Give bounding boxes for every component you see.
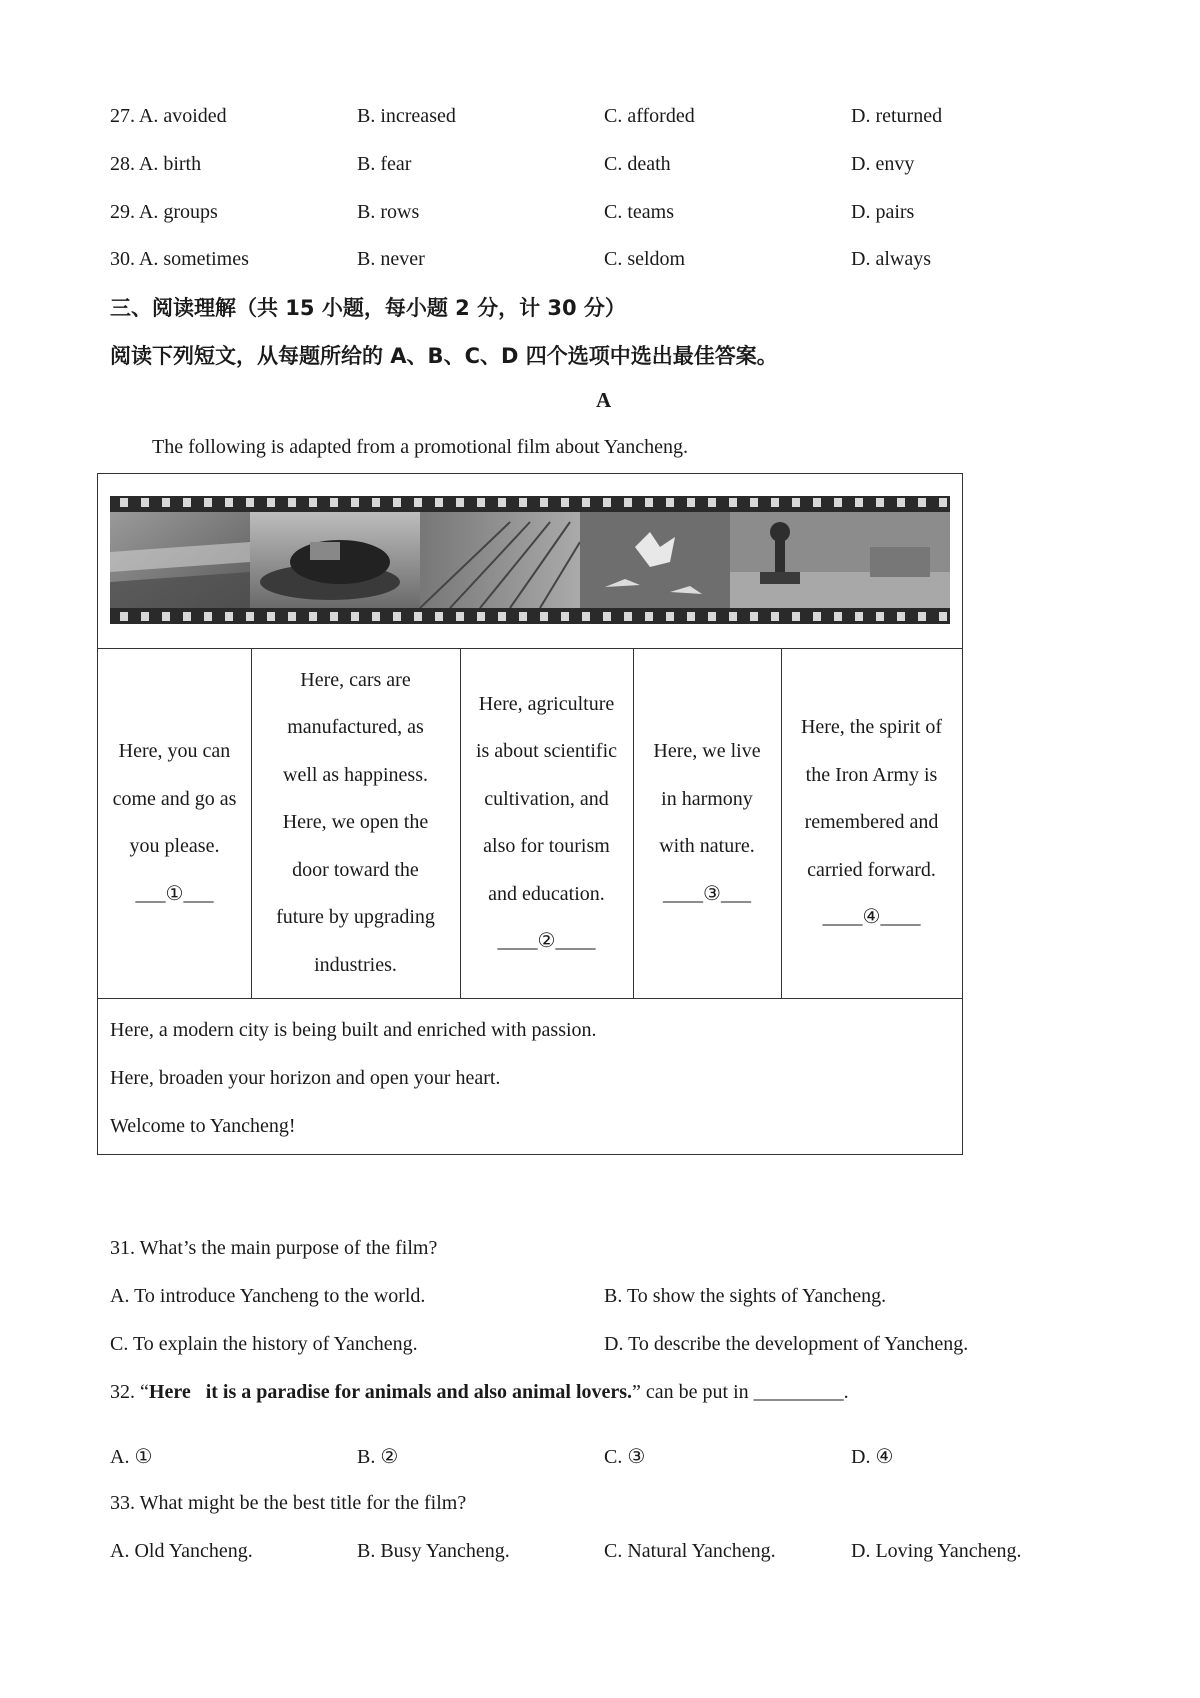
- option-d: D. pairs: [851, 201, 915, 223]
- sprocket-hole: [750, 498, 758, 507]
- blank-1: ___①___: [135, 882, 214, 905]
- sprocket-hole: [519, 612, 527, 621]
- sprocket-hole: [162, 612, 170, 621]
- cell-line: in harmony: [661, 787, 753, 810]
- sprocket-hole: [120, 498, 128, 507]
- sprocket-hole: [582, 612, 590, 621]
- sprocket-hole: [624, 498, 632, 507]
- cell-line: you please.: [129, 835, 220, 857]
- sprocket-hole: [561, 498, 569, 507]
- sprocket-hole: [666, 498, 674, 507]
- q33-option-c: C. Natural Yancheng.: [604, 1540, 776, 1562]
- sprocket-hole: [540, 612, 548, 621]
- q33-option-d: D. Loving Yancheng.: [851, 1540, 1022, 1562]
- option-c: C. afforded: [604, 105, 695, 127]
- sprocket-hole: [330, 498, 338, 507]
- sprocket-hole: [414, 498, 422, 507]
- sprocket-hole: [708, 498, 716, 507]
- sprocket-hole: [120, 612, 128, 621]
- sprocket-hole: [267, 612, 275, 621]
- sprocket-hole: [792, 612, 800, 621]
- sprocket-hole: [456, 498, 464, 507]
- option-b: B. increased: [357, 105, 456, 127]
- blank-2: ____②____: [497, 930, 596, 952]
- q32-option-d: D. ④: [851, 1446, 894, 1468]
- cell-line: Here, cars are: [300, 668, 411, 691]
- sprocket-hole: [246, 612, 254, 621]
- sprocket-hole: [687, 498, 695, 507]
- sprocket-hole: [372, 612, 380, 621]
- sprocket-hole: [204, 612, 212, 621]
- sprocket-hole: [855, 498, 863, 507]
- sprocket-hole: [435, 498, 443, 507]
- sprocket-hole: [183, 612, 191, 621]
- promo-cell-2: [251, 648, 460, 998]
- cell-line: Here, we live: [653, 740, 761, 762]
- sprocket-hole: [498, 498, 506, 507]
- option-b: B. never: [357, 248, 425, 270]
- sprocket-hole: [918, 612, 926, 621]
- q33-option-a: A. Old Yancheng.: [110, 1540, 253, 1562]
- cell-line: is about scientific: [475, 740, 618, 762]
- sprocket-hole: [918, 498, 926, 507]
- sprocket-hole: [876, 498, 884, 507]
- option-a: 29. A. groups: [110, 201, 218, 223]
- sprocket-hole: [645, 498, 653, 507]
- sprocket-hole: [225, 498, 233, 507]
- sprocket-hole: [708, 612, 716, 621]
- cell-line: manufactured, as: [287, 716, 424, 739]
- section-title: 三、阅读理解（共 15 小题，每小题 2 分，计 30 分）: [110, 296, 626, 320]
- sprocket-hole: [414, 612, 422, 621]
- option-b: B. rows: [357, 201, 420, 223]
- sprocket-hole: [246, 498, 254, 507]
- option-a: 27. A. avoided: [110, 105, 227, 127]
- promo-cell-1: [98, 648, 251, 998]
- sprocket-hole: [519, 498, 527, 507]
- option-c: C. seldom: [604, 248, 686, 270]
- cell-line: Here, you can: [118, 740, 231, 762]
- option-d: D. always: [851, 248, 931, 270]
- sprocket-hole: [939, 612, 947, 621]
- cell-line: industries.: [314, 953, 397, 976]
- film-strip-image: [110, 496, 950, 624]
- sprocket-hole: [267, 498, 275, 507]
- sprocket-hole: [939, 498, 947, 507]
- sprocket-hole: [729, 612, 737, 621]
- sprocket-hole: [876, 612, 884, 621]
- sprocket-hole: [141, 612, 149, 621]
- sprocket-hole: [582, 498, 590, 507]
- promo-footer-line-2: Here, broaden your horizon and open your heart.: [110, 1067, 501, 1089]
- sprocket-hole: [771, 612, 779, 621]
- cell-line: carried forward.: [807, 858, 936, 881]
- cell-line: the Iron Army is: [805, 763, 938, 786]
- sprocket-hole: [855, 612, 863, 621]
- sprocket-hole: [645, 612, 653, 621]
- sprocket-hole: [393, 498, 401, 507]
- sprocket-hole: [540, 498, 548, 507]
- option-d: D. envy: [851, 153, 915, 175]
- sprocket-hole: [204, 498, 212, 507]
- question-32-stem: [110, 1381, 849, 1404]
- sprocket-hole: [624, 612, 632, 621]
- q32-option-a: A. ①: [110, 1446, 153, 1468]
- sprocket-hole: [603, 498, 611, 507]
- cell-line: cultivation, and: [484, 787, 609, 810]
- sprocket-hole: [897, 612, 905, 621]
- q32-quote: Here it is a paradise for animals and also animal lovers.: [148, 1381, 633, 1403]
- promo-footer-line-3: Welcome to Yancheng!: [110, 1115, 296, 1137]
- sprocket-hole: [456, 612, 464, 621]
- sprocket-hole: [771, 498, 779, 507]
- sprocket-hole: [477, 612, 485, 621]
- sprocket-hole: [813, 498, 821, 507]
- sprocket-hole: [666, 612, 674, 621]
- passage-intro: The following is adapted from a promotional film about Yancheng.: [152, 436, 689, 458]
- sprocket-hole: [372, 498, 380, 507]
- sprocket-hole: [834, 612, 842, 621]
- blank-4: ____④____: [822, 906, 921, 929]
- cell-line: Here, the spirit of: [800, 716, 943, 739]
- cell-line: also for tourism: [483, 835, 610, 857]
- cell-line: well as happiness.: [283, 763, 428, 786]
- option-c: C. death: [604, 153, 671, 175]
- sprocket-hole: [498, 612, 506, 621]
- sprocket-hole: [288, 498, 296, 507]
- q31-option-a: A. To introduce Yancheng to the world.: [110, 1285, 426, 1307]
- promo-footer-line-1: Here, a modern city is being built and enriched with passion.: [110, 1019, 597, 1041]
- sprocket-hole: [183, 498, 191, 507]
- sprocket-hole: [729, 498, 737, 507]
- promo-table: [97, 473, 963, 1155]
- cell-line: with nature.: [659, 835, 755, 857]
- sprocket-hole: [330, 612, 338, 621]
- sprocket-hole: [897, 498, 905, 507]
- promo-cell-4: [633, 648, 781, 998]
- sprocket-hole: [477, 498, 485, 507]
- sprocket-hole: [834, 498, 842, 507]
- q31-option-c: C. To explain the history of Yancheng.: [110, 1333, 418, 1355]
- film-sprockets-top: [110, 496, 950, 510]
- q32-option-b: B. ②: [357, 1446, 399, 1468]
- sprocket-hole: [687, 612, 695, 621]
- sprocket-hole: [393, 612, 401, 621]
- q32-option-c: C. ③: [604, 1446, 646, 1468]
- passage-letter: A: [596, 388, 612, 412]
- question-33-stem: 33. What might be the best title for the film?: [110, 1492, 467, 1514]
- sprocket-hole: [225, 612, 233, 621]
- q31-option-b: B. To show the sights of Yancheng.: [604, 1285, 887, 1307]
- promo-cell-5: [781, 648, 962, 998]
- q32-prefix: 32. “: [110, 1381, 149, 1403]
- option-d: D. returned: [851, 105, 943, 127]
- promo-cell-3: [460, 648, 633, 998]
- cell-line: future by upgrading: [276, 906, 435, 929]
- cell-line: remembered and: [804, 811, 939, 834]
- sprocket-hole: [309, 612, 317, 621]
- sprocket-hole: [162, 498, 170, 507]
- sprocket-hole: [561, 612, 569, 621]
- option-a: 28. A. birth: [110, 153, 202, 175]
- cell-line: door toward the: [292, 858, 419, 881]
- sprocket-hole: [603, 612, 611, 621]
- q32-suffix: ” can be put in _________.: [632, 1381, 849, 1403]
- sprocket-hole: [351, 498, 359, 507]
- film-photos: [110, 512, 950, 608]
- option-b: B. fear: [357, 153, 412, 175]
- cell-line: Here, we open the: [282, 811, 429, 834]
- option-c: C. teams: [604, 201, 674, 223]
- sprocket-hole: [750, 612, 758, 621]
- q31-option-d: D. To describe the development of Yancheng.: [604, 1333, 969, 1355]
- sprocket-hole: [141, 498, 149, 507]
- question-31-stem: 31. What’s the main purpose of the film?: [110, 1237, 438, 1259]
- film-sprockets-bottom: [110, 610, 950, 624]
- cell-line: and education.: [488, 882, 605, 905]
- sprocket-hole: [309, 498, 317, 507]
- cell-line: Here, agriculture: [478, 692, 615, 715]
- sprocket-hole: [288, 612, 296, 621]
- q33-option-b: B. Busy Yancheng.: [357, 1540, 510, 1562]
- cell-line: come and go as: [112, 787, 237, 810]
- sprocket-hole: [792, 498, 800, 507]
- blank-3: ____③___: [663, 882, 751, 905]
- photo-farmland: [420, 512, 580, 608]
- section-instruction: 阅读下列短文，从每题所给的 A、B、C、D 四个选项中选出最佳答案。: [110, 344, 778, 368]
- option-a: 30. A. sometimes: [110, 248, 249, 270]
- sprocket-hole: [351, 612, 359, 621]
- sprocket-hole: [813, 612, 821, 621]
- sprocket-hole: [435, 612, 443, 621]
